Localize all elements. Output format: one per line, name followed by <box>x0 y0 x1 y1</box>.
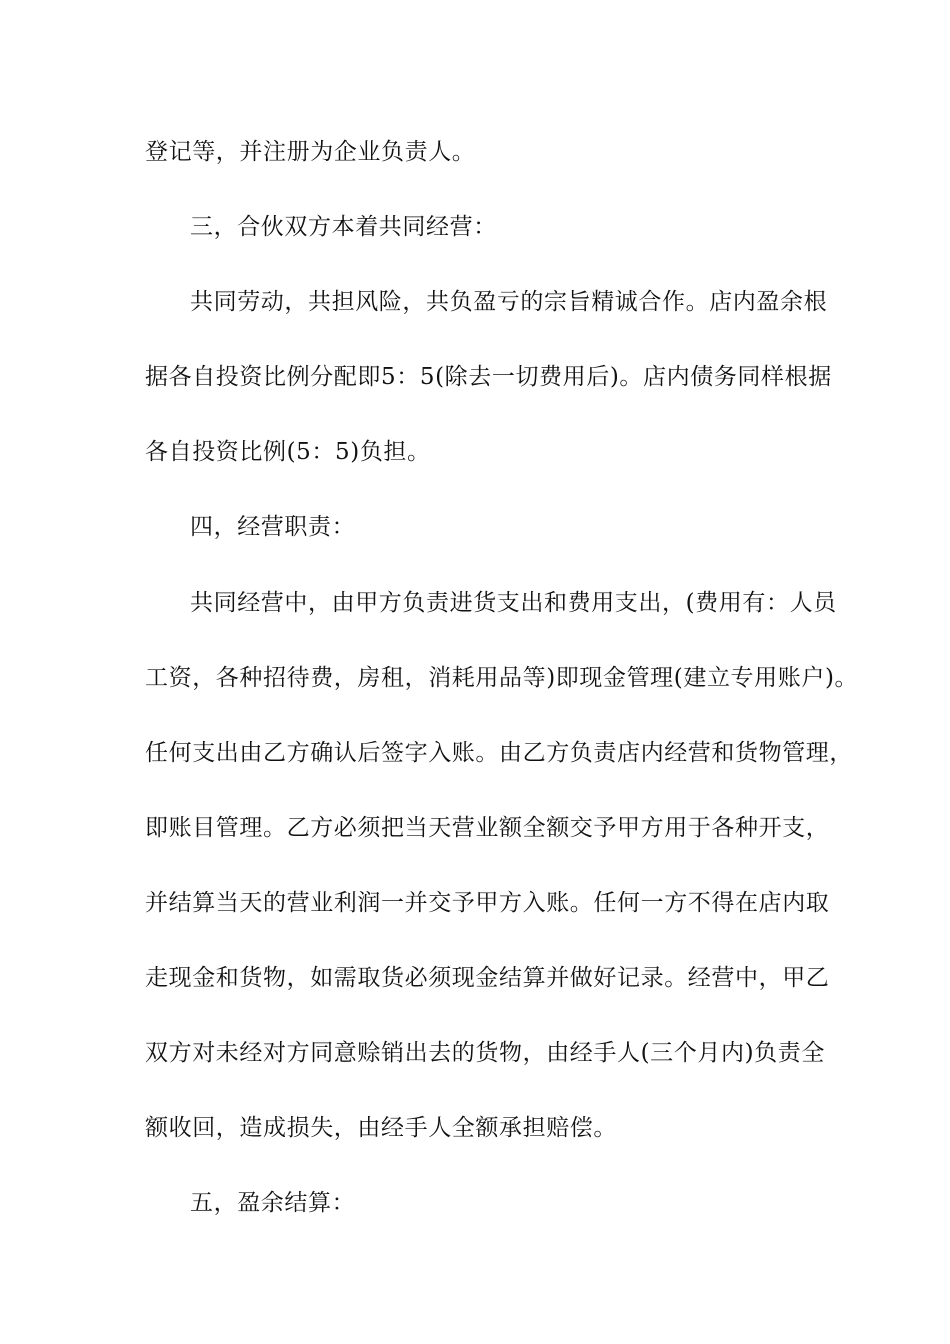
text-line-9: 任何支出由乙方确认后签字入账。由乙方负责店内经营和货物管理， <box>145 740 853 766</box>
text-line-3: 共同劳动，共担风险，共负盈亏的宗旨精诚合作。店内盈余根 <box>190 289 828 315</box>
text-line-7: 共同经营中，由甲方负责进货支出和费用支出，(费用有：人员 <box>190 590 837 616</box>
text-line-10: 即账目管理。乙方必须把当天营业额全额交予甲方用于各种开支， <box>145 815 830 841</box>
section-heading-5: 五，盈余结算： <box>190 1190 356 1216</box>
text-line-1: 登记等，并注册为企业负责人。 <box>145 139 476 165</box>
text-line-4: 据各自投资比例分配即5：5(除去一切费用后)。店内债务同样根据 <box>145 364 832 390</box>
text-line-13: 双方对未经对方同意赊销出去的货物，由经手人(三个月内)负责全 <box>145 1040 825 1066</box>
section-heading-4: 四，经营职责： <box>190 514 356 540</box>
text-line-8: 工资，各种招待费，房租，消耗用品等)即现金管理(建立专用账户)。 <box>145 665 859 691</box>
text-line-12: 走现金和货物，如需取货必须现金结算并做好记录。经营中，甲乙 <box>145 965 830 991</box>
section-heading-3: 三，合伙双方本着共同经营： <box>190 214 497 240</box>
text-line-5: 各自投资比例(5：5)负担。 <box>145 439 431 465</box>
text-line-11: 并结算当天的营业利润一并交予甲方入账。任何一方不得在店内取 <box>145 890 830 916</box>
text-line-14: 额收回，造成损失，由经手人全额承担赔偿。 <box>145 1115 617 1141</box>
